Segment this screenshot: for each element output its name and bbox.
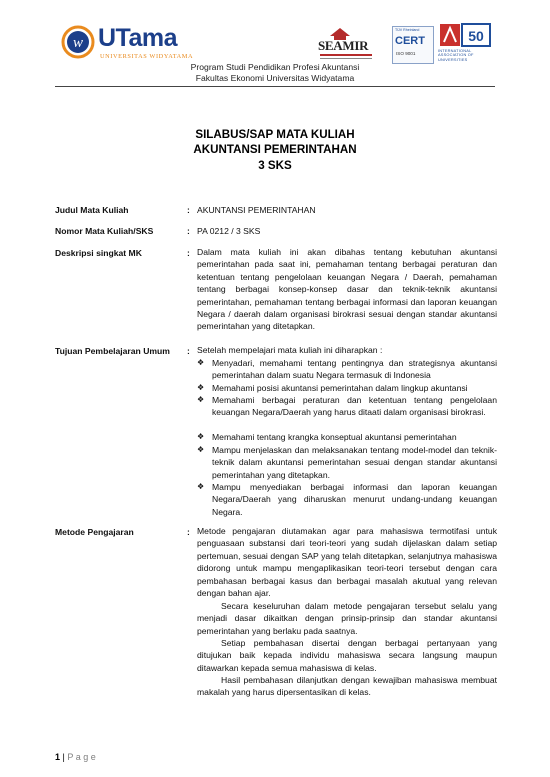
tujuan-item-text: Mampu menyediakan berbagai informasi dan laporan keuangan Negara/Daerah yang diharuskan menurut undang-undang keuangan Negara. [212, 482, 497, 517]
seamir-wordmark: SEAMIR [318, 38, 369, 53]
seamir-tagline-line2 [320, 58, 372, 59]
nomor-value: PA 0212 / 3 SKS [197, 226, 261, 236]
cert-label: CERT [395, 35, 425, 47]
faculty-line: Fakultas Ekonomi Universitas Widyatama [195, 73, 355, 83]
nomor-label: Nomor Mata Kuliah/SKS [55, 226, 154, 236]
tujuan-colon: : [187, 346, 190, 356]
svg-text:w: w [72, 35, 84, 51]
study-program-line: Program Studi Pendidikan Profesi Akuntansi [190, 62, 360, 72]
diamond-bullet-icon: ❖ [197, 358, 205, 367]
seamir-tagline [320, 54, 372, 56]
deskripsi-text: Dalam mata kuliah ini akan dibahas tentang kebutuhan akuntansi pemerintahan pada saat ini, pemahaman tentang berbagai peraturan dan ketentuan tentang pengelolaan keuangan Negara / Daerah, pemahaman tentang berbagai konsep-konsep dasar dan teknik-teknik akuntansi pemerintahan, pemahaman tentang berbagai informasi dan laporan keuangan Negara / daerah dalam organisasi birokrasi sesuai dengan standar akuntansi pemerintahan yang ditetapkan. [197, 247, 497, 332]
nomor-colon: : [187, 226, 190, 236]
metode-paragraph-3: Setiap pembahasan disertai dengan berbagai pertanyaan yang ditujukan baik kepada individu mahasiswa secara langsung maupun ditawarkan kepada semua mahasiswa di kelas. [197, 638, 497, 673]
deskripsi-colon: : [187, 248, 190, 258]
tujuan-item-text: Memahami berbagai peraturan dan ketentuan tentang pengelolaan keuangan Negara/Daerah yang harus ditaati dalam organisasi birokrasi. [212, 395, 497, 418]
metode-colon: : [187, 527, 190, 537]
metode-paragraph-4: Hasil pembahasan dilanjutkan dengan kewajiban mahasiswa membuat makalah yang harus dipersentasikan di kelas. [197, 675, 497, 698]
judul-value: AKUNTANSI PEMERINTAHAN [197, 205, 316, 215]
document-title-line3: 3 SKS [258, 159, 292, 172]
tuv-cert-badge [392, 26, 434, 64]
judul-label: Judul Mata Kuliah [55, 205, 129, 215]
diamond-bullet-icon: ❖ [197, 395, 205, 404]
footer-separator: | [62, 752, 65, 762]
document-title-line2: AKUNTANSI PEMERINTAHAN [193, 143, 357, 156]
metode-paragraph-1: Metode pengajaran diutamakan agar para mahasiswa termotifasi untuk penguasaan substansi dari teori-teori yang sudah dijelaskan dalam setiap pertemuan, sesuai dengan SAP yang telah ditetapkan, selanjutnya mahasiswa didorong untuk mampu mengaplikasikan teori-teori tersebut dengan cara pembahasan berbagai kasus dan berbagai masalah akutual yang relevan dengan bahan ajar. [197, 526, 497, 599]
tujuan-item-text: Memahami tentang krangka konseptual akuntansi pemerintahan [212, 432, 457, 442]
document-title-line1: SILABUS/SAP MATA KULIAH [195, 128, 355, 141]
tujuan-intro: Setelah mempelajari mata kuliah ini diharapkan : [197, 345, 383, 355]
page-number: 1 [55, 752, 61, 762]
iau-logo [438, 22, 496, 64]
judul-colon: : [187, 205, 190, 215]
iau-emblem-icon [438, 22, 496, 48]
diamond-bullet-icon: ❖ [197, 432, 205, 441]
iso-label: ISO 9001 [396, 51, 416, 56]
header-divider [55, 86, 495, 87]
utama-wordmark: UTama [98, 24, 178, 52]
tujuan-item-text: Memahami posisi akuntansi pemerintahan dalam lingkup akuntansi [212, 383, 468, 393]
iau-text: INTERNATIONAL ASSOCIATION OF UNIVERSITIES [438, 48, 474, 62]
metode-paragraph-2: Secara keseluruhan dalam metode pengajaran tersebut selalu yang menjadi dasar dikaitkan dengan prinsip-prinsip dan standar akuntansi pemerintahan yang berlaku pada saatnya. [197, 601, 497, 636]
tujuan-item-text: Menyadari, memahami tentang pentingnya dan strategisnya akuntansi pemerintahan dalam suatu Negara termasuk di Indonesia [212, 358, 497, 381]
diamond-bullet-icon: ❖ [197, 445, 205, 454]
metode-label: Metode Pengajaran [55, 527, 134, 537]
diamond-bullet-icon: ❖ [197, 383, 205, 392]
utama-subtitle: UNIVERSITAS WIDYATAMA [100, 53, 194, 60]
page-word: P a g e [67, 752, 96, 762]
deskripsi-label: Deskripsi singkat MK [55, 248, 142, 258]
page-footer [55, 752, 96, 762]
tuv-label: TÜV Rheinland [395, 28, 420, 32]
tujuan-item-text: Mampu menjelaskan dan melaksanakan tentang model-model dan teknik-teknik dalam akuntansi pemerintahan sesuai dengan standar akuntansi pemerintahan yang ditetapkan. [212, 445, 497, 480]
svg-text:50: 50 [468, 28, 484, 44]
tujuan-label: Tujuan Pembelajaran Umum [55, 346, 170, 356]
utama-logo [60, 24, 200, 66]
accreditation-logos [318, 22, 496, 64]
diamond-bullet-icon: ❖ [197, 482, 205, 491]
